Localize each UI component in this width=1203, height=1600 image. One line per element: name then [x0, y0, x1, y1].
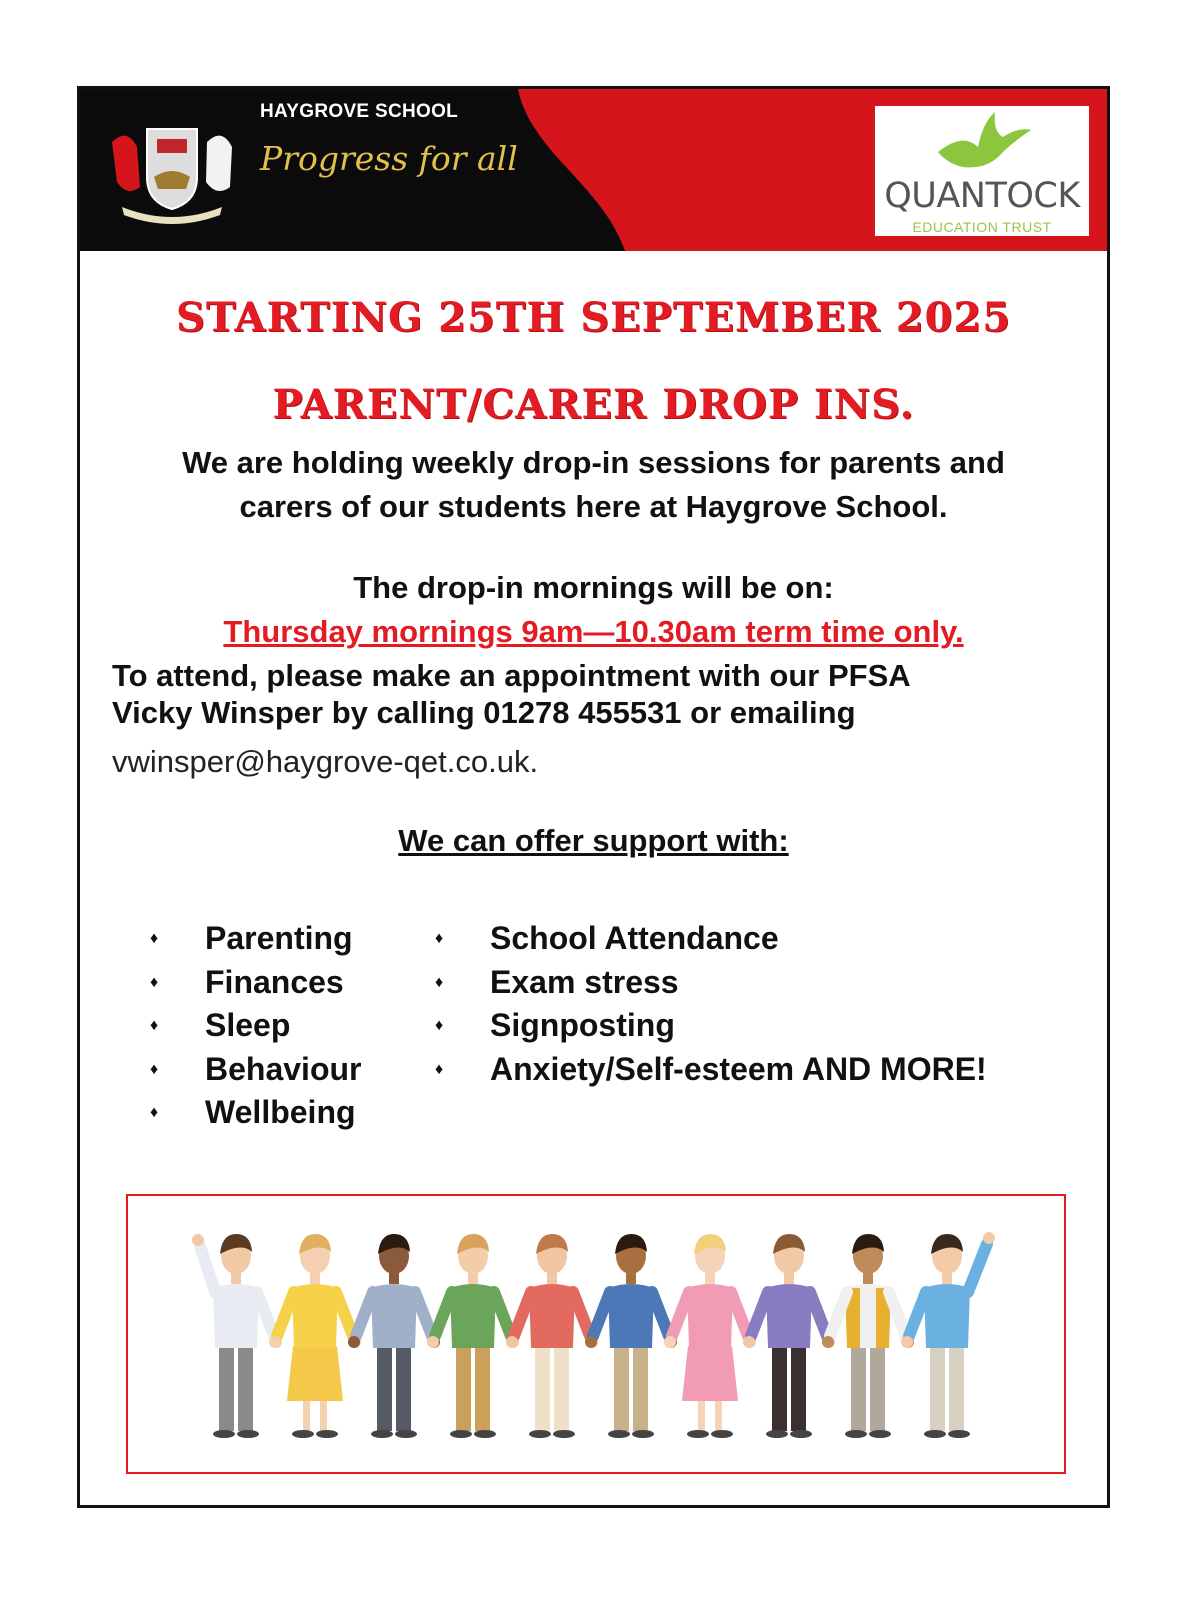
intro-line-2: carers of our students here at Haygrove School. [239, 489, 948, 524]
support-item: School Attendance [490, 920, 779, 956]
person-figure [822, 1234, 914, 1438]
quantock-bird-icon [933, 112, 1033, 174]
bullet-icon: ♦ [150, 1017, 159, 1034]
person-figure [901, 1232, 995, 1438]
support-item: Finances [205, 963, 344, 1000]
attend-line-1: To attend, please make an appointment with our PFSA [112, 658, 911, 693]
attend-text [112, 657, 911, 731]
intro-text [80, 441, 1107, 529]
person-figure [664, 1234, 756, 1438]
contact-email[interactable]: vwinsper@haygrove-qet.co.uk. [112, 744, 539, 779]
person-figure [269, 1234, 361, 1438]
bullet-icon: ♦ [150, 1060, 159, 1078]
support-heading: We can offer support with: [398, 823, 789, 858]
person-figure [506, 1234, 598, 1438]
people-holding-hands-illustration [128, 1196, 1064, 1472]
bullet-icon: ♦ [150, 1104, 159, 1121]
support-item: Parenting [205, 920, 353, 956]
dropin-time: Thursday mornings 9am—10.30am term time only. [223, 614, 964, 649]
bullet-icon: ♦ [150, 930, 159, 947]
bullet-icon: ♦ [150, 973, 159, 991]
person-figure [348, 1234, 440, 1438]
dropin-heading: The drop-in mornings will be on: [353, 570, 834, 605]
dropins-headline: PARENT/CARER DROP INS. [272, 381, 915, 428]
support-item: Sleep [205, 1007, 291, 1043]
support-item: Behaviour [205, 1050, 362, 1087]
people-illustration-box [126, 1194, 1066, 1474]
header-banner [80, 89, 1107, 251]
support-item: Signposting [490, 1007, 675, 1043]
bullet-icon: ♦ [435, 1017, 444, 1034]
trust-name: QUANTOCK [884, 176, 1080, 216]
bullet-icon: ♦ [435, 973, 444, 991]
trust-subtitle: EDUCATION TRUST [912, 219, 1052, 235]
school-name: HAYGROVE SCHOOL [260, 101, 459, 122]
support-item: Anxiety/Self-esteem AND MORE! [490, 1050, 987, 1087]
support-item: Wellbeing [205, 1094, 356, 1130]
person-figure [743, 1234, 835, 1438]
intro-line-1: We are holding weekly drop-in sessions for parents and [182, 445, 1005, 480]
bullet-icon: ♦ [435, 1060, 444, 1078]
quantock-logo [875, 106, 1089, 236]
attend-line-2: Vicky Winsper by calling 01278 455531 or emailing [112, 695, 856, 730]
school-crest-icon [102, 117, 242, 229]
person-figure [192, 1234, 282, 1438]
poster-frame [77, 86, 1110, 1508]
person-figure [427, 1234, 519, 1438]
person-figure [585, 1234, 677, 1438]
start-date-headline: STARTING 25TH SEPTEMBER 2025 [175, 294, 1012, 341]
bullet-icon: ♦ [435, 930, 444, 947]
support-item: Exam stress [490, 963, 679, 1000]
school-motto: Progress for all [260, 139, 518, 178]
